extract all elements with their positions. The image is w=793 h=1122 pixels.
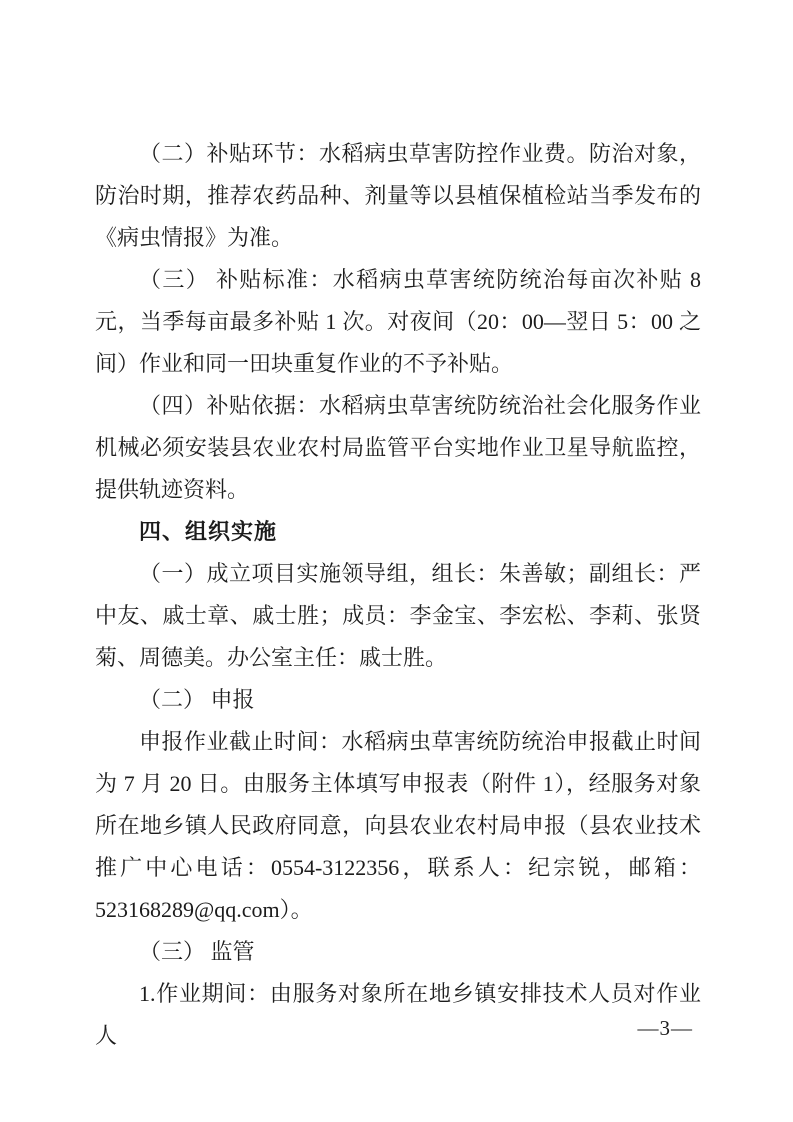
paragraph-subsidy-stage: （二）补贴环节：水稻病虫草害防控作业费。防治对象，防治时期，推荐农药品种、剂量等以县植保植检站当季发布的《病虫情报》为准。 [95, 141, 701, 250]
paragraph-subsidy-basis: （四）补贴依据：水稻病虫草害统防统治社会化服务作业机械必须安装县农业农村局监管平台实地作业卫星导航监控，提供轨迹资料。 [95, 393, 701, 502]
paragraph-leadership-group: （一）成立项目实施领导组，组长：朱善敏；副组长：严中友、戚士章、戚士胜；成员：李金宝、李宏松、李莉、张贤菊、周德美。办公室主任：戚士胜。 [95, 561, 701, 670]
page-number: —3— [637, 1016, 693, 1040]
paragraph-supervision-item1: 1.作业期间：由服务对象所在地乡镇安排技术人员对作业人 [95, 981, 701, 1048]
subheading-application: （二） 申报 [139, 687, 255, 712]
paragraph-subsidy-standard: （三） 补贴标准：水稻病虫草害统防统治每亩次补贴 8 元，当季每亩最多补贴 1 次。对夜间（20：00—翌日 5：00 之间）作业和同一田块重复作业的不予补贴。 [95, 267, 701, 376]
subheading-supervision: （三） 监管 [139, 939, 255, 964]
paragraph-application-details: 申报作业截止时间：水稻病虫草害统防统治申报截止时间为 7 月 20 日。由服务主体填写申报表（附件 1），经服务对象所在地乡镇人民政府同意，向县农业农村局申报（县农业技术推广中心电话：0554-3122356，联系人：纪宗锐，邮箱：523168289@qq.com）。 [95, 729, 701, 922]
section-heading-organization: 四、组织实施 [139, 519, 278, 544]
document-body [95, 133, 701, 1057]
